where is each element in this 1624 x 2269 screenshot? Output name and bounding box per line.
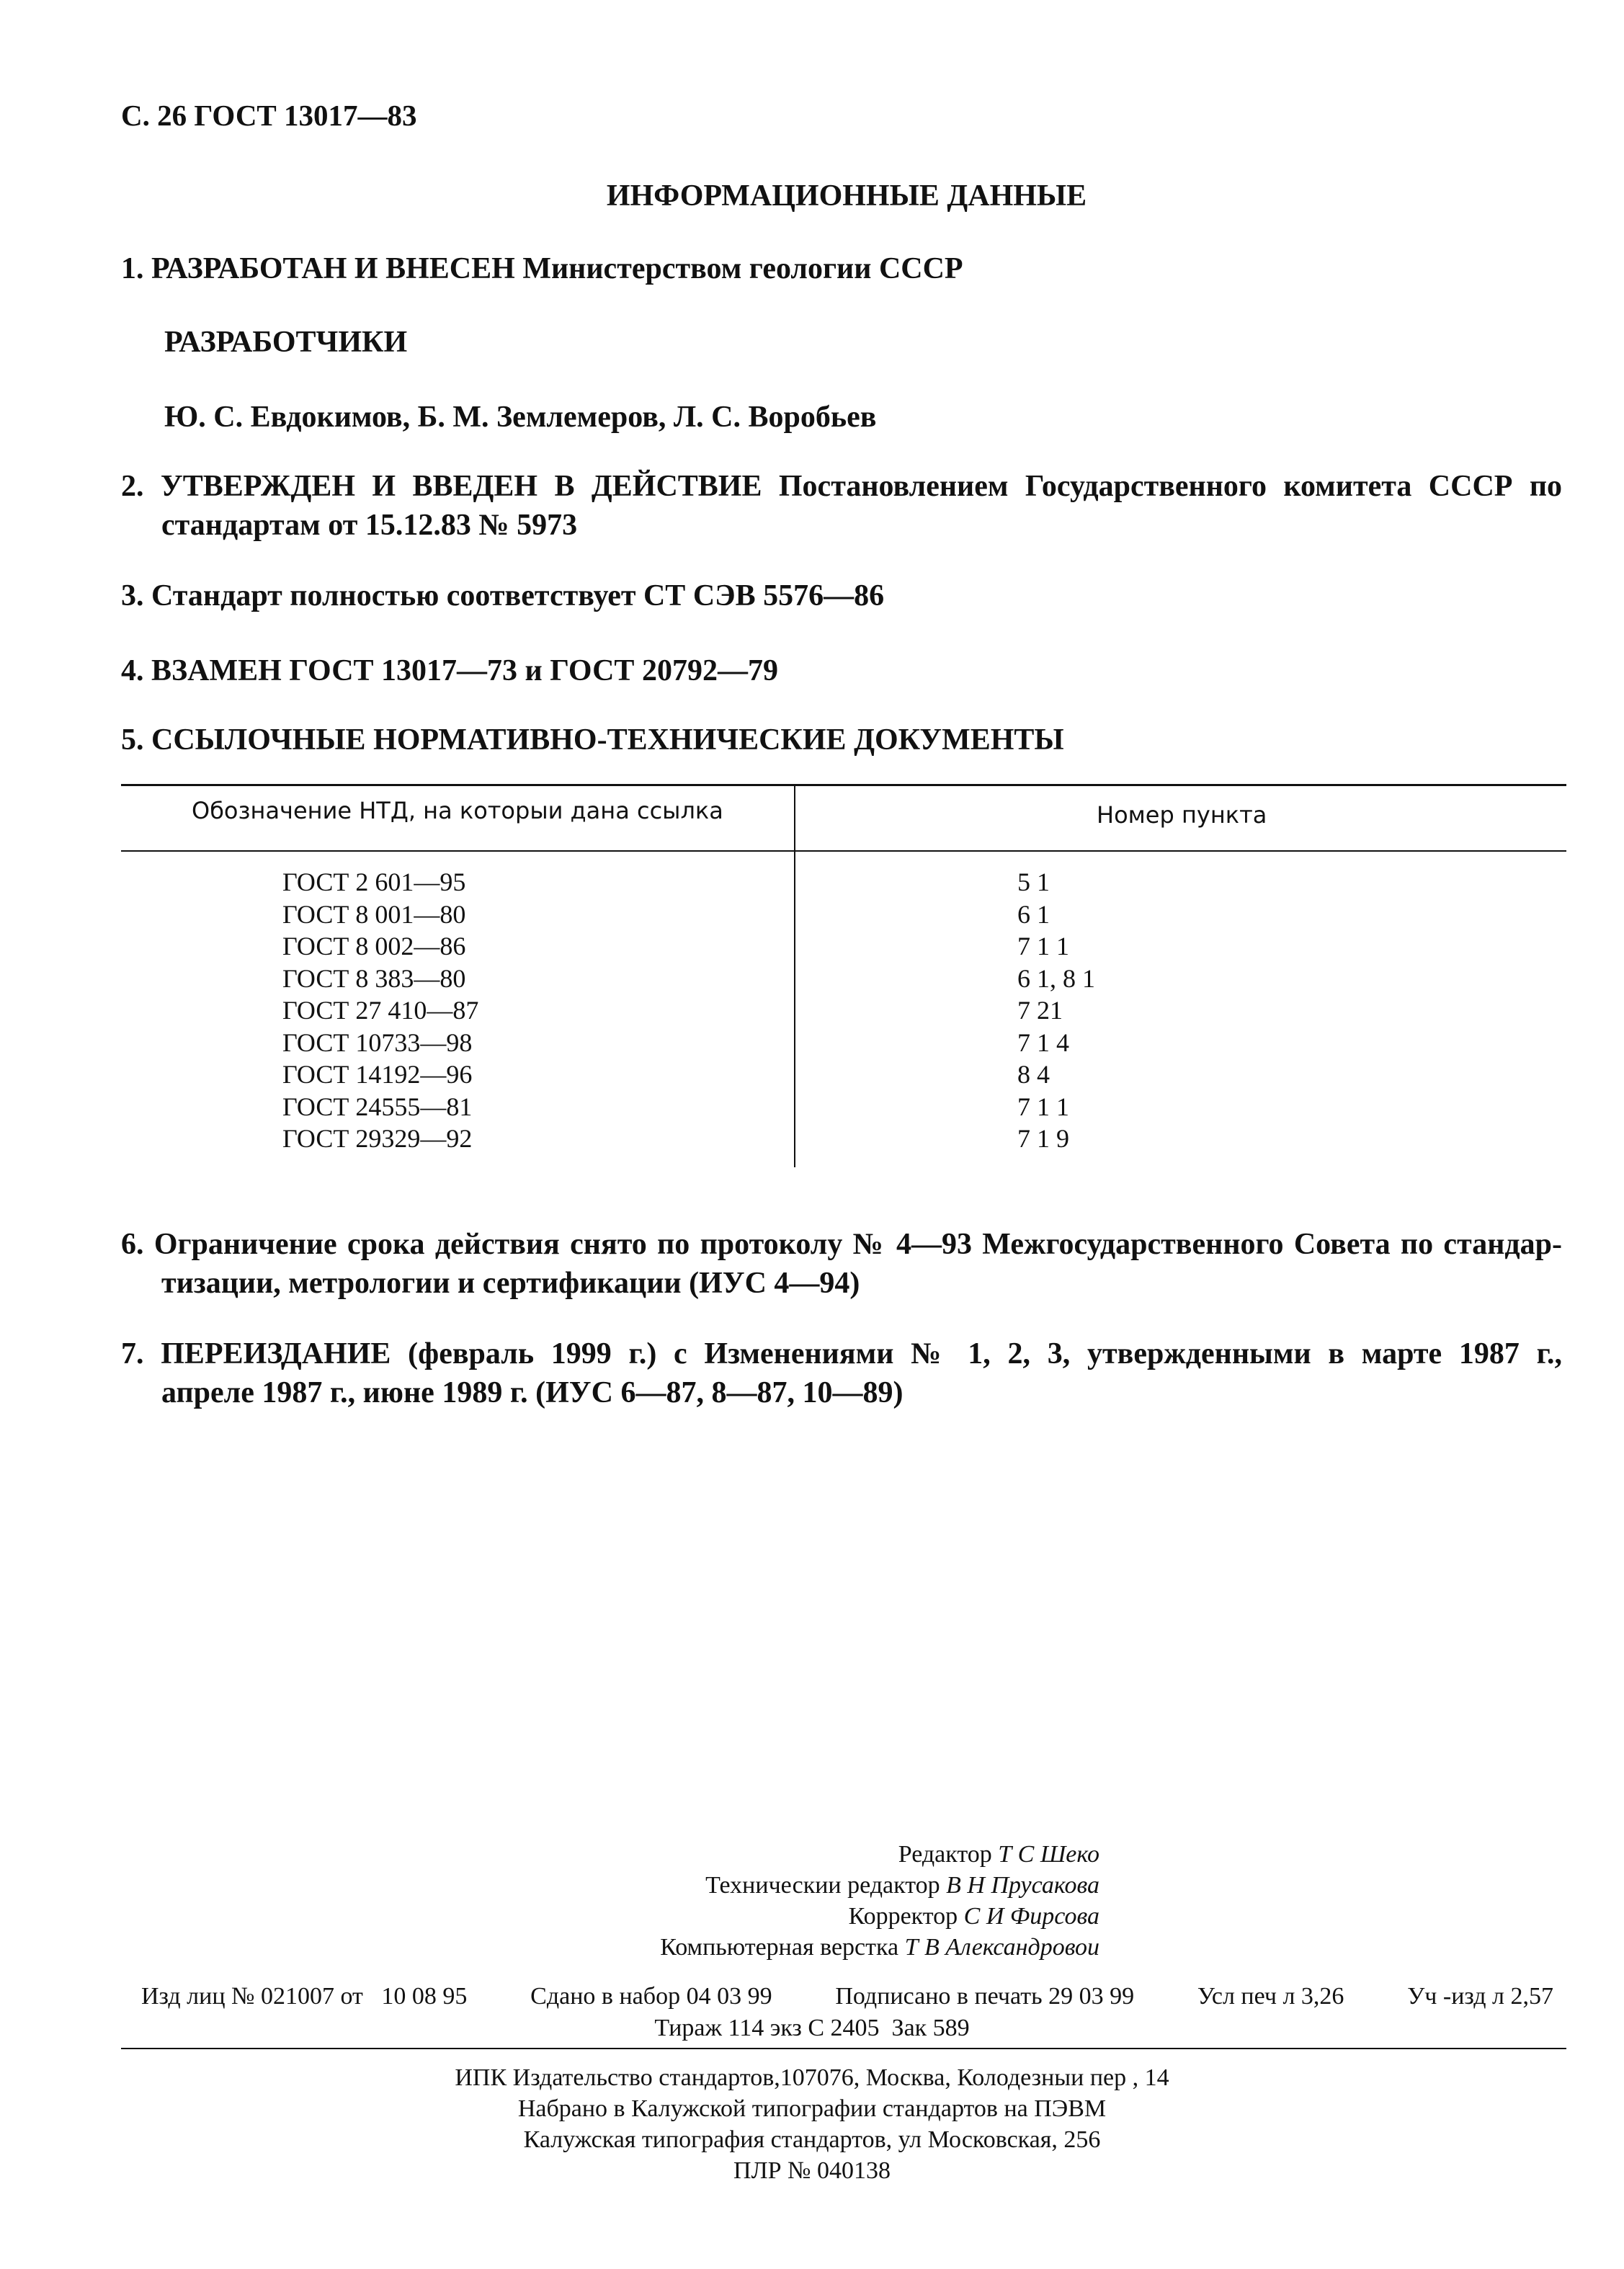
- table-point-column: [1017, 866, 1095, 1155]
- table-cell-point: 7 1 1: [1017, 932, 1069, 960]
- credit-tech-editor: [0, 1870, 1099, 1901]
- item-1-lead: РАЗРАБОТАН И ВНЕСЕН: [151, 252, 515, 285]
- item-7: [121, 1334, 1562, 1412]
- table-cell-doc: ГОСТ 8 383—80: [282, 963, 466, 993]
- table-column-divider: [794, 785, 795, 1167]
- page-header: С. 26 ГОСТ 13017—83: [121, 99, 417, 132]
- table-cell-doc: ГОСТ 10733—98: [282, 1027, 473, 1057]
- developers-heading: РАЗРАБОТЧИКИ: [164, 326, 408, 359]
- credit-role: Редактор: [898, 1841, 992, 1868]
- item-6-line-2: тизации, метрологии и сертификации (ИУС 4—94): [161, 1267, 860, 1300]
- table-cell-point: 7 1 9: [1017, 1124, 1069, 1153]
- item-1-text: Министерством геологии СССР: [522, 252, 963, 285]
- pub-print-sheets: Усл печ л 3,26: [1197, 1983, 1344, 2010]
- imprint-line: Набрано в Калужской типографии стандартов на ПЭВМ: [517, 2095, 1107, 2122]
- item-2-line-2: стандартам от 15.12.83 № 5973: [161, 509, 578, 542]
- item-6-line-1: [121, 1225, 1562, 1264]
- developers-names: Ю. С. Евдокимов, Б. М. Землемеров, Л. С. Воробьев: [164, 401, 877, 434]
- pub-typeset: Сдано в набор 04 03 99: [530, 1983, 772, 2010]
- item-1-number: 1.: [121, 252, 144, 285]
- item-7-number: 7.: [121, 1337, 144, 1370]
- table-header-doc: Обозначение НТД, на которыи дана ссылка: [192, 797, 723, 824]
- credit-name: С И Фирсова: [963, 1903, 1099, 1930]
- item-7-line-1-text: ПЕРЕИЗДАНИЕ (февраль 1999 г.) с Изменениями № 1, 2, 3, утвержденными в марте 1987 г.,: [161, 1337, 1563, 1370]
- imprint-block: [0, 2062, 1624, 2186]
- table-header-rule: [121, 850, 1566, 852]
- table-header-point: Номер пункта: [1097, 801, 1267, 829]
- imprint-line: Калужская типография стандартов, ул Московская, 256: [523, 2126, 1101, 2153]
- item-6-line-1-text: Ограничение срока действия снято по протоколу № 4—93 Межгосударственного Совета по стандар-: [153, 1228, 1562, 1261]
- table-cell-doc: ГОСТ 14192—96: [282, 1060, 473, 1089]
- pub-license-date: 10 08 95: [381, 1983, 468, 2010]
- table-top-rule: [121, 784, 1566, 786]
- credit-name: Т С Шеко: [998, 1841, 1099, 1868]
- publication-line: [141, 1983, 1553, 2010]
- item-4: 4. ВЗАМЕН ГОСТ 13017—73 и ГОСТ 20792—79: [121, 654, 778, 687]
- credit-proofreader: [0, 1901, 1099, 1932]
- credit-role: Техническии редактор: [705, 1872, 940, 1899]
- table-cell-point: 6 1: [1017, 899, 1050, 929]
- table-cell-point: 5 1: [1017, 868, 1050, 896]
- pub-run: Тираж 114 экз С 2405: [654, 2015, 880, 2041]
- credits-block: [0, 1839, 1624, 1963]
- item-2-lead: УТВЕРЖДЕН И ВВЕДЕН В ДЕЙСТВИЕ: [160, 470, 762, 503]
- pub-license: [141, 1983, 467, 2010]
- item-7-line-2: апреле 1987 г., июне 1989 г. (ИУС 6—87, 8—87, 10—89): [161, 1376, 904, 1409]
- table-doc-column: [282, 866, 478, 1155]
- table-cell-doc: ГОСТ 8 001—80: [282, 899, 466, 929]
- credit-editor: [0, 1839, 1099, 1870]
- table-cell-point: 8 4: [1017, 1060, 1050, 1089]
- table-cell-doc: ГОСТ 24555—81: [282, 1092, 473, 1121]
- table-cell-doc: ГОСТ 8 002—86: [282, 932, 466, 960]
- table-cell-point: 7 21: [1017, 996, 1063, 1025]
- item-3: 3. Стандарт полностью соответствует СТ СЭВ 5576—86: [121, 579, 885, 612]
- table-cell-point: 7 1 4: [1017, 1027, 1069, 1057]
- item-2-line-1-rest: Постановлением Государственного комитета СССР по: [778, 470, 1563, 503]
- pub-pub-sheets: Уч -изд л 2,57: [1407, 1983, 1553, 2010]
- credit-role: Корректор: [848, 1903, 958, 1930]
- table-cell-point: 7 1 1: [1017, 1092, 1069, 1121]
- item-5: 5. ССЫЛОЧНЫЕ НОРМАТИВНО-ТЕХНИЧЕСКИЕ ДОКУМЕНТЫ: [121, 723, 1064, 757]
- credit-layout: [0, 1932, 1099, 1963]
- pub-signed: Подписано в печать 29 03 99: [835, 1983, 1135, 2010]
- item-2-line-1: [121, 467, 1562, 506]
- item-6: [121, 1225, 1562, 1303]
- imprint-rule: [121, 2048, 1566, 2049]
- item-2-number: 2.: [121, 470, 144, 503]
- item-1: [121, 249, 963, 288]
- pub-order: Зак 589: [891, 2015, 970, 2041]
- credit-name: В Н Прусакова: [946, 1872, 1099, 1899]
- item-6-number: 6.: [121, 1228, 144, 1261]
- section-title: ИНФОРМАЦИОННЫЕ ДАННЫЕ: [606, 179, 1087, 213]
- table-cell-point: 6 1, 8 1: [1017, 963, 1095, 993]
- imprint-line: ИПК Издательство стандартов,107076, Москва, Колодезныи пер , 14: [455, 2064, 1169, 2091]
- table-cell-doc: ГОСТ 2 601—95: [282, 868, 466, 896]
- item-7-line-1: [121, 1334, 1562, 1373]
- publication-line-2: [0, 2015, 1624, 2042]
- imprint-line: ПЛР № 040138: [733, 2157, 891, 2184]
- table-cell-doc: ГОСТ 29329—92: [282, 1124, 473, 1153]
- table-cell-doc: ГОСТ 27 410—87: [282, 996, 479, 1025]
- pub-license-label: Изд лиц № 021007 от: [141, 1983, 363, 2010]
- credit-name: Т В Александровои: [904, 1934, 1099, 1961]
- credit-role: Компьютерная верстка: [660, 1934, 899, 1961]
- item-2: [121, 467, 1562, 545]
